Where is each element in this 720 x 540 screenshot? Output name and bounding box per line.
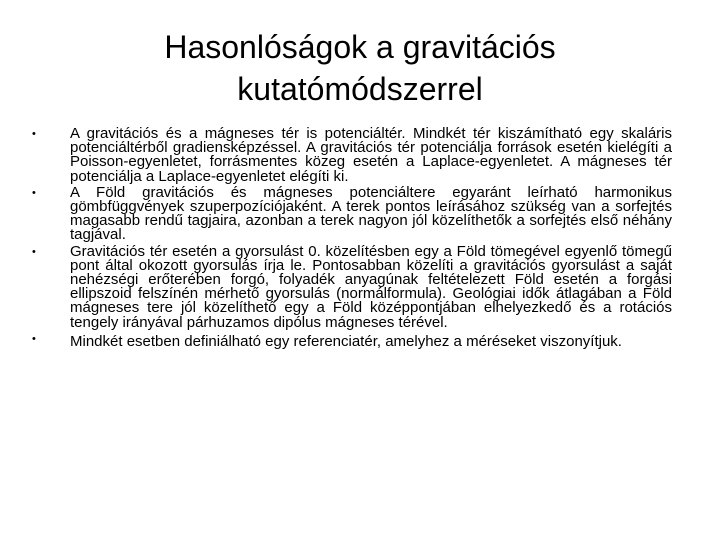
bullet-dot-icon: • [32, 332, 36, 345]
bullet-dot-icon: • [32, 186, 36, 199]
bullet-item-1 [32, 127, 672, 184]
bullet-list [32, 127, 672, 356]
bullet-text-3: Gravitációs tér esetén a gyorsulást 0. közelítésben egy a Föld tömegével egyenlő tömegű pont által okozott gyorsulás írja le. Pontosabban közelíti a gravitációs gyorsulást a saját nehézségi erőterében forgó, folyadék anyagúnak feltételezett Föld esetén a forgási ellipszoid felszínén mérhető gyorsulás (normálformula). Geológiai idők átlagában a Föld mágneses tere jól közelíthető egy a Föld középpontjában elhelyezkedő és a rotációs tengely irányával párhuzamos dipólus mágneses térével. [70, 242, 672, 331]
bullet-text-4: Mindkét esetben definiálható egy referenciatér, amelyhez a méréseket viszonyítjuk. [70, 332, 622, 350]
bullet-text-2: A Föld gravitációs és mágneses potenciáltere egyaránt leírható harmonikus gömbfüggvények szuperpozíciójaként. A terek pontos leírásához szükség van a sorfejtés magasabb rendű tagjaira, azonban a terek nagyon jól közelíthetők a sorfejtés első néhány tagjával. [70, 183, 672, 244]
bullet-item-3 [32, 242, 672, 331]
bullet-dot-icon: • [32, 245, 36, 258]
slide-title-line-1: Hasonlóságok a gravitációs [164, 29, 556, 65]
bullet-item-4 [32, 330, 672, 354]
bullet-text-1: A gravitációs és a mágneses tér is potenciáltér. Mindkét tér kiszámítható egy skaláris potenciáltérből gradiensképzéssel. A gravitációs tér potenciálja források esetén kielégíti a Poisson-egyenletet, forrásmentes közeg esetén a Laplace-egyenletet. A mágneses tér potenciálja a Laplace-egyenletet elégíti ki. [70, 125, 672, 185]
bullet-dot-icon: • [32, 128, 36, 140]
slide-title [60, 26, 660, 110]
slide-title-line-2: kutatómódszerrel [237, 71, 483, 107]
bullet-item-2 [32, 183, 672, 244]
